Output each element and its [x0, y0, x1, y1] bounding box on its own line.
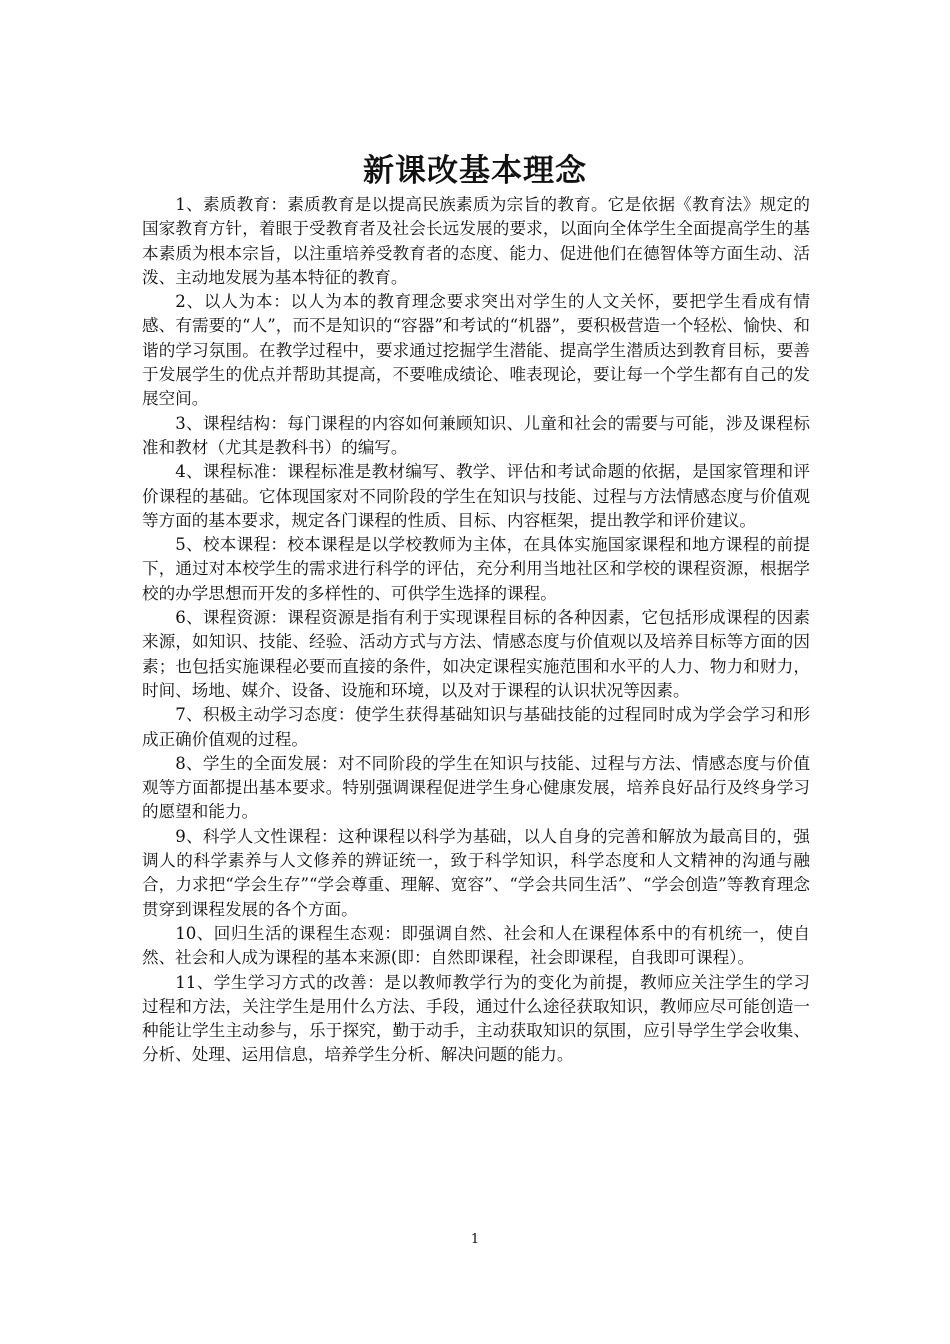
paragraph-8: 8、学生的全面发展：对不同阶段的学生在知识与技能、过程与方法、情感态度与价值观等方面都提出基本要求。特别强调课程促进学生身心健康发展，培养良好品行及终身学习的愿望和能力。	[142, 753, 810, 822]
paragraph-6: 6、课程资源：课程资源是指有利于实现课程目标的各种因素，它包括形成课程的因素来源，如知识、技能、经验、活动方式与方法、情感态度与价值观以及培养目标等方面的因素；也包括实施课程必要而直接的条件，如决定课程实施范围和水平的人力、物力和财力，时间、场地、媒介、设备、设施和环境，以及对于课程的认识状况等因素。	[142, 608, 810, 700]
paragraph-5: 5、校本课程：校本课程是以学校教师为主体，在具体实施国家课程和地方课程的前提下，通过对本校学生的需求进行科学的评估，充分利用当地社区和学校的课程资源，根据学校的办学思想而开发的多样性的、可供学生选择的课程。	[142, 535, 810, 603]
paragraph-3: 3、课程结构：每门课程的内容如何兼顾知识、儿童和社会的需要与可能，涉及课程标准和教材（尤其是教科书）的编写。	[142, 413, 810, 457]
paragraph-9: 9、科学人文性课程：这种课程以科学为基础，以人自身的完善和解放为最高目的，强调人的科学素养与人文修养的辨证统一，致于科学知识，科学态度和人文精神的沟通与融合，力求把“学会生存”“学会尊重、理解、宽容”、“学会共同生活”、“学会创造”等教育理念贯穿到课程发展的各个方面。	[142, 826, 810, 919]
paragraph-10: 10、回归生活的课程生态观：即强调自然、社会和人在课程体系中的有机统一，使自然、社会和人成为课程的基本来源(即：自然即课程，社会即课程，自我即可课程）。	[142, 923, 810, 968]
document-body	[142, 193, 810, 1068]
paragraph-7: 7、积极主动学习态度：使学生获得基础知识与基础技能的过程同时成为学会学习和形成正确价值观的过程。	[142, 705, 810, 749]
page-title: 新课改基本理念	[363, 152, 587, 189]
paragraph-2: 2、以人为本：以人为本的教育理念要求突出对学生的人文关怀，要把学生看成有情感、有需要的“人”，而不是知识的“容器”和考试的“机器”，要积极营造一个轻松、愉快、和谐的学习氛围。在教学过程中，要求通过挖掘学生潜能、提高学生潜质达到教育目标，要善于发展学生的优点并帮助其提高，不要唯成绩论、唯表现论，要让每一个学生都有自己的发展空间。	[142, 292, 810, 409]
page-number: 1	[470, 1232, 480, 1247]
paragraph-11: 11、学生学习方式的改善：是以教师教学行为的变化为前提，教师应关注学生的学习过程和方法，关注学生是用什么方法、手段，通过什么途径获取知识，教师应尽可能创造一种能让学生主动参与，乐于探究，勤于动手，主动获取知识的氛围，应引导学生学会收集、分析、处理、运用信息，培养学生分析、解决问题的能力。	[142, 972, 810, 1065]
paragraph-1: 1、素质教育：素质教育是以提高民族素质为宗旨的教育。它是依据《教育法》规定的国家教育方针，着眼于受教育者及社会长远发展的要求，以面向全体学生全面提高学生的基本素质为根本宗旨，以注重培养受教育者的态度、能力、促进他们在德智体等方面生动、活泼、主动地发展为基本特征的教育。	[142, 195, 810, 287]
paragraph-4: 4、课程标准：课程标准是教材编写、教学、评估和考试命题的依据，是国家管理和评价课程的基础。它体现国家对不同阶段的学生在知识与技能、过程与方法情感态度与价值观等方面的基本要求，规定各门课程的性质、目标、内容框架，提出教学和评价建议。	[142, 462, 810, 530]
